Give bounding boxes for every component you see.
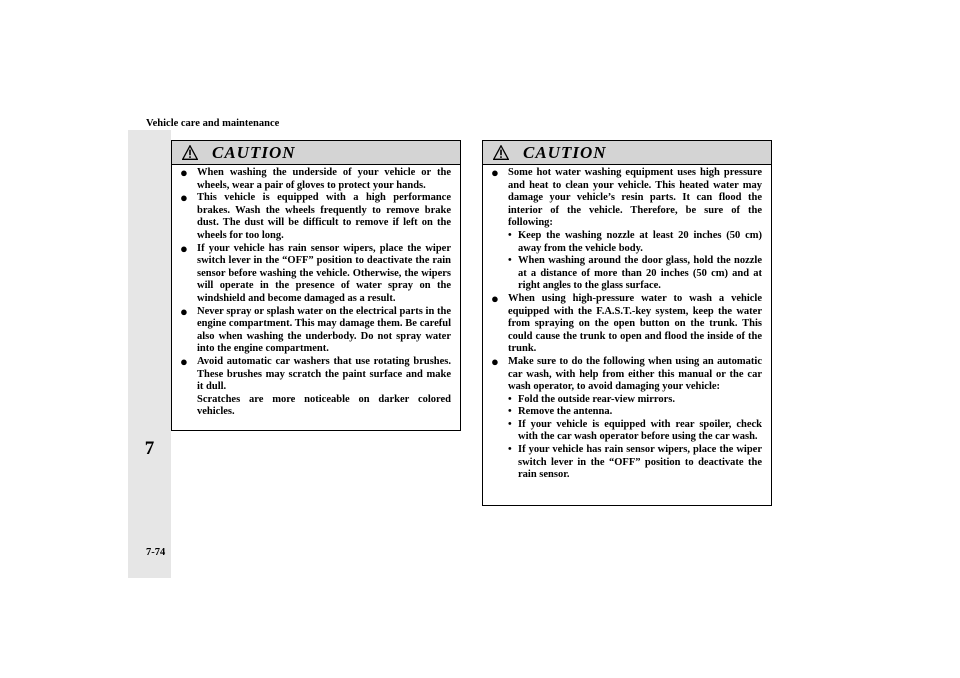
caution-subitem-text: If your vehicle has rain sensor wipers, place the wiper switch lever in the “OFF” position to deactivate the rain sensor. — [518, 444, 762, 481]
caution-subitem — [508, 394, 762, 407]
bullet-icon: ● — [180, 190, 188, 206]
warning-triangle-icon — [493, 145, 509, 160]
caution-item — [180, 240, 451, 306]
sub-bullet-icon: • — [508, 255, 512, 267]
section-title: Vehicle care and maintenance — [146, 118, 280, 129]
bullet-icon: ● — [180, 165, 188, 180]
caution-subitem-text: Fold the outside rear-view mirrors. — [518, 393, 675, 405]
bullet-icon: ● — [491, 353, 499, 369]
caution-item — [491, 167, 762, 293]
caution-item — [491, 290, 762, 356]
caution-item-text: Never spray or splash water on the electrical parts in the engine compartment. This may damage them. Be careful also when washing the underbody. Do not spray water into the engine compartment. — [197, 305, 451, 355]
sub-bullet-icon: • — [508, 406, 512, 418]
caution-item-text: Avoid automatic car washers that use rotating brushes. These brushes may scratch the paint surface and make it dull. — [197, 355, 451, 393]
caution-item — [180, 353, 451, 419]
caution-subitem — [508, 406, 762, 419]
caution-label: CAUTION — [212, 142, 296, 162]
bullet-icon: ● — [491, 290, 499, 306]
caution-body — [172, 165, 460, 419]
caution-item-text: Some hot water washing equipment uses high pressure and heat to clean your vehicle. This heated water may damage your vehicle’s resin parts. It can flood the interior of the vehicle. Therefore, be sure of the following: — [508, 167, 762, 229]
sub-bullet-icon: • — [508, 444, 512, 456]
caution-item — [180, 192, 451, 242]
caution-subitem-text: Remove the antenna. — [518, 406, 613, 418]
bullet-icon: ● — [180, 353, 188, 369]
caution-subitem-text: When washing around the door glass, hold the nozzle at a distance of more than 20 inches (50 cm) and at right angles to the glass surface. — [518, 255, 762, 292]
caution-item-text: When using high-pressure water to wash a vehicle equipped with the F.A.S.T.-key system, keep the water from spraying on the open button on the trunk. This could cause the trunk to open and flood the inside of the trunk. — [508, 292, 762, 355]
sub-bullet-icon: • — [508, 393, 512, 405]
bullet-icon: ● — [180, 240, 188, 256]
caution-subitem — [508, 230, 762, 255]
caution-subitem — [508, 444, 762, 482]
caution-subitem — [508, 419, 762, 444]
chapter-number: 7 — [144, 438, 155, 459]
caution-subitem-text: Keep the washing nozzle at least 20 inches (50 cm) away from the vehicle body. — [518, 229, 762, 254]
sub-bullet-icon: • — [508, 418, 512, 430]
caution-item-text: When washing the underside of your vehicle or the wheels, wear a pair of gloves to protect your hands. — [197, 167, 451, 191]
chapter-tab — [128, 130, 171, 578]
caution-subitem-text: If your vehicle is equipped with rear spoiler, check with the car wash operator before using the car wash. — [518, 418, 762, 443]
caution-header — [172, 141, 460, 165]
caution-box-right — [482, 140, 772, 506]
caution-item-text: If your vehicle has rain sensor wipers, place the wiper switch lever in the “OFF” position to deactivate the rain sensor before washing the vehicle. Otherwise, the wipers will operate in the presence of water spray on the windshield and become damaged as a result. — [197, 242, 451, 304]
caution-subitem — [508, 255, 762, 293]
caution-label: CAUTION — [523, 142, 607, 162]
caution-item — [491, 353, 762, 482]
caution-item — [180, 167, 451, 192]
caution-item-text: Make sure to do the following when using an automatic car wash, with help from either this manual or the car wash operator, to avoid damaging your vehicle: — [508, 355, 762, 393]
caution-body — [483, 165, 771, 482]
sub-bullet-icon: • — [508, 229, 512, 241]
bullet-icon: ● — [180, 303, 188, 319]
caution-header — [483, 141, 771, 165]
bullet-icon: ● — [491, 165, 499, 180]
caution-item — [180, 303, 451, 356]
warning-triangle-icon — [182, 145, 198, 160]
caution-item-text: This vehicle is equipped with a high performance brakes. Wash the wheels frequently to remove brake dust. The dust will be difficult to remove if left on the wheels for too long. — [197, 192, 451, 241]
caution-item-note: Scratches are more noticeable on darker colored vehicles. — [197, 393, 451, 418]
caution-box-left — [171, 140, 461, 431]
page-number: 7-74 — [146, 547, 166, 558]
